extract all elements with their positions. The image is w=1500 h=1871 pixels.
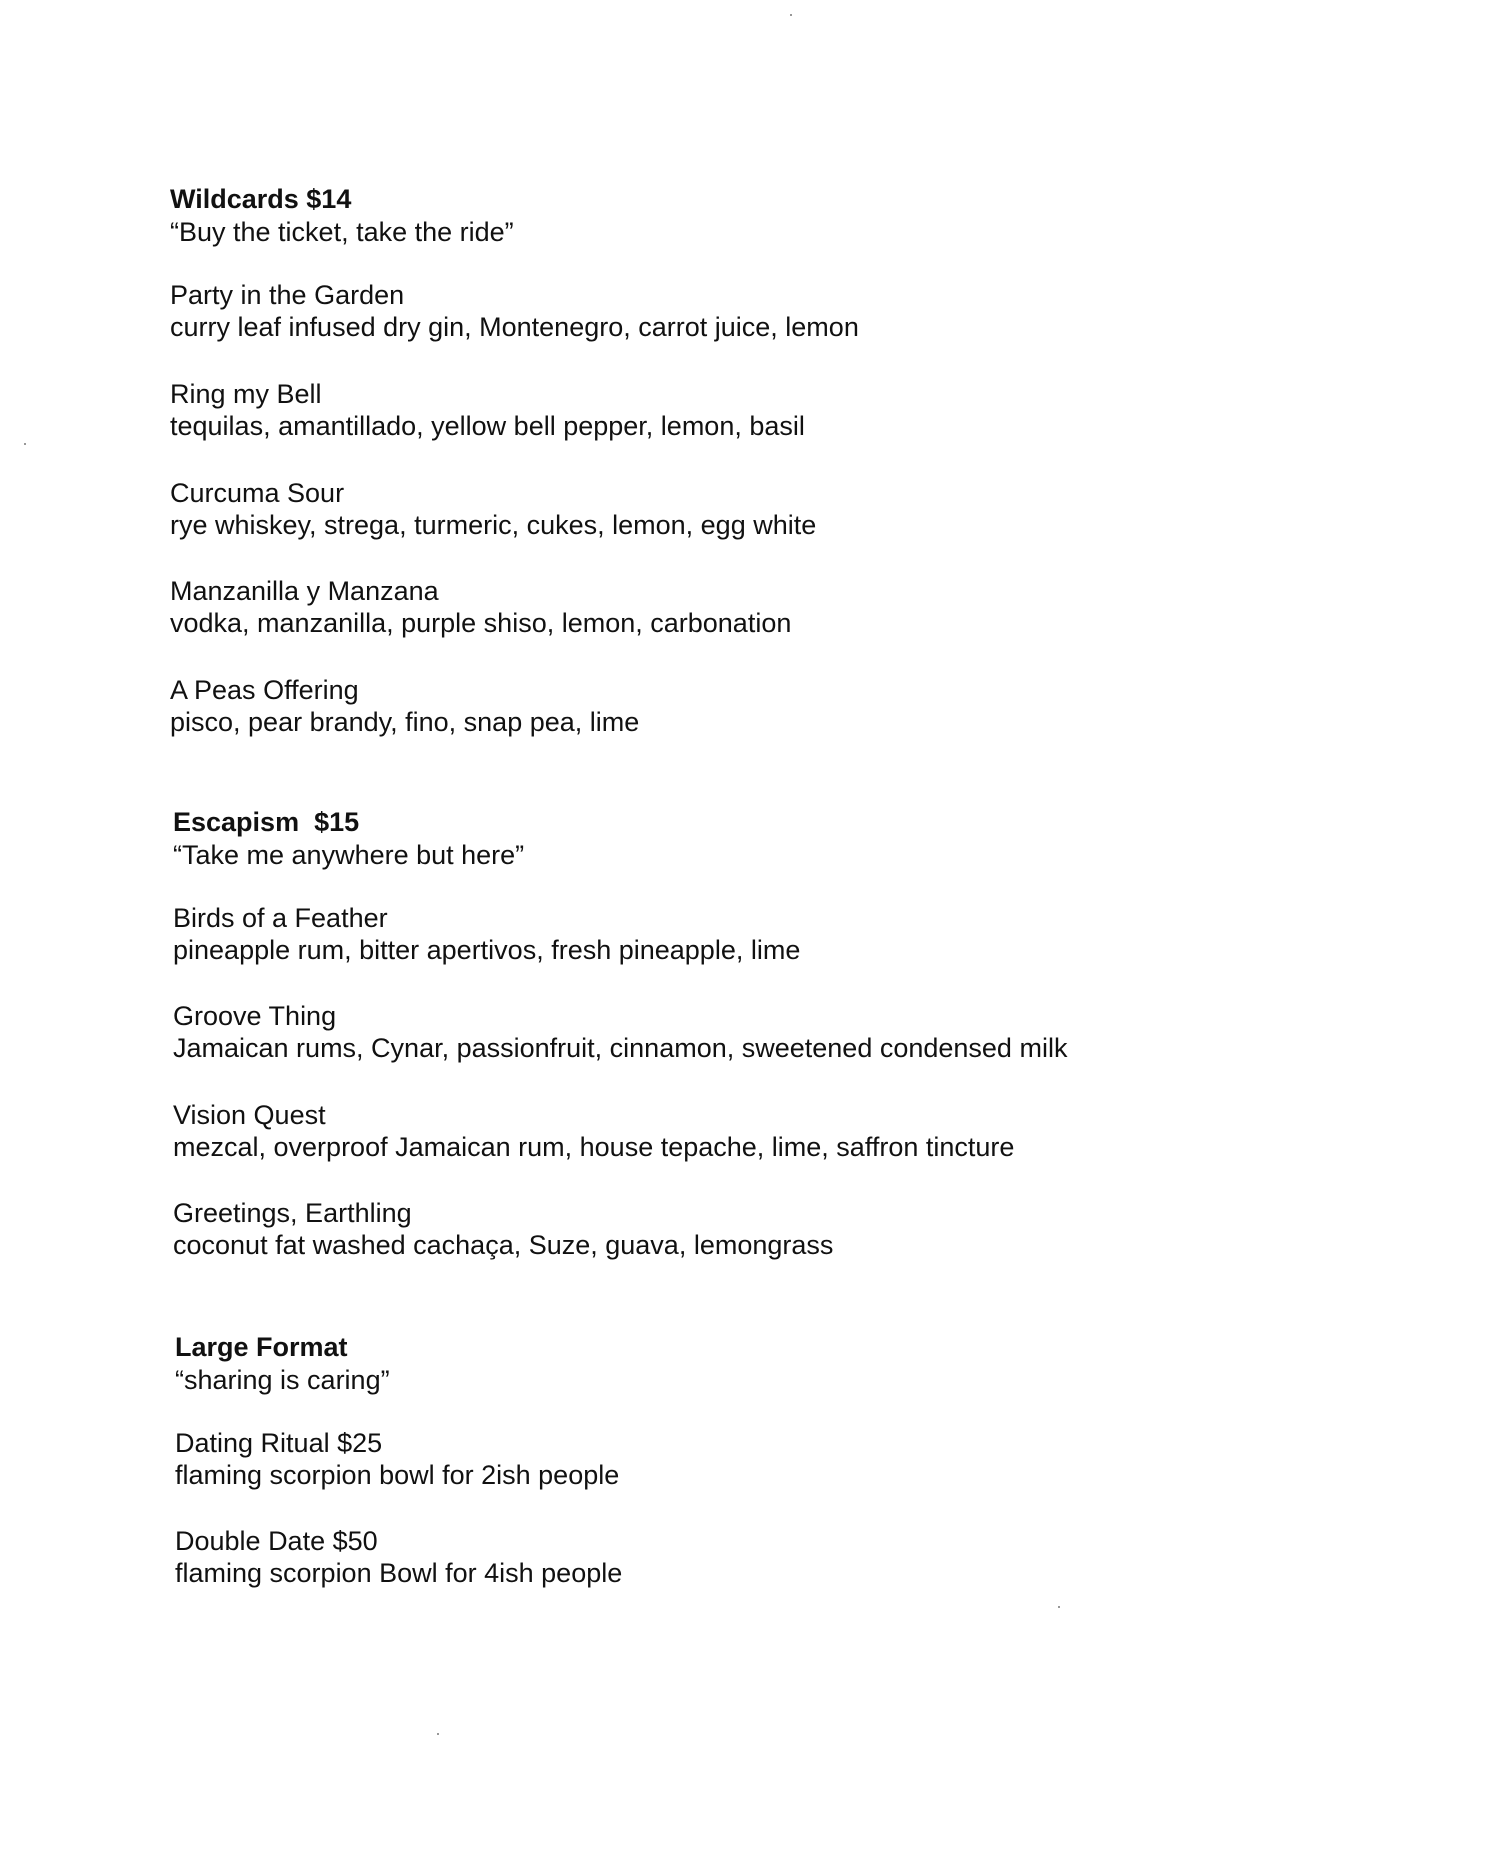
menu-item: [173, 902, 800, 966]
item-description: mezcal, overproof Jamaican rum, house tepache, lime, saffron tincture: [173, 1132, 1015, 1162]
menu-item: [170, 575, 791, 639]
section-title: Wildcards $14: [170, 184, 352, 214]
item-description: coconut fat washed cachaça, Suze, guava, lemongrass: [173, 1230, 834, 1260]
item-name: Curcuma Sour: [170, 478, 345, 508]
menu-item: [173, 1197, 833, 1261]
scan-speck: [1058, 1606, 1060, 1608]
section-title: Large Format: [175, 1332, 348, 1362]
item-description: Jamaican rums, Cynar, passionfruit, cinnamon, sweetened condensed milk: [173, 1033, 1068, 1063]
item-name: Dating Ritual $25: [175, 1428, 383, 1458]
item-name: Greetings, Earthling: [173, 1198, 412, 1228]
item-name: Vision Quest: [173, 1100, 326, 1130]
item-name: Birds of a Feather: [173, 903, 388, 933]
section-tagline: “Buy the ticket, take the ride”: [170, 217, 514, 247]
menu-item: [175, 1525, 622, 1589]
item-name: A Peas Offering: [170, 675, 359, 705]
menu-item: [170, 477, 816, 541]
section-wildcards: [170, 182, 1370, 737]
section-escapism: [173, 805, 1373, 1260]
menu-item: [173, 1000, 1067, 1064]
menu-item: [173, 1099, 1014, 1163]
menu-item: [175, 1427, 619, 1491]
scan-speck: [24, 443, 26, 445]
section-tagline: “sharing is caring”: [175, 1365, 390, 1395]
item-name: Ring my Bell: [170, 379, 322, 409]
item-description: pisco, pear brandy, fino, snap pea, lime: [170, 707, 640, 737]
item-name: Groove Thing: [173, 1001, 337, 1031]
menu-item: [170, 674, 639, 738]
scan-speck: [790, 14, 792, 16]
item-description: rye whiskey, strega, turmeric, cukes, lemon, egg white: [170, 510, 817, 540]
item-description: flaming scorpion bowl for 2ish people: [175, 1460, 620, 1490]
item-description: tequilas, amantillado, yellow bell pepper, lemon, basil: [170, 411, 805, 441]
scan-speck: [437, 1733, 439, 1735]
menu-item: [170, 279, 859, 343]
item-description: vodka, manzanilla, purple shiso, lemon, carbonation: [170, 608, 792, 638]
menu-item: [170, 378, 805, 442]
item-name: Manzanilla y Manzana: [170, 576, 439, 606]
item-description: curry leaf infused dry gin, Montenegro, carrot juice, lemon: [170, 312, 859, 342]
item-description: pineapple rum, bitter apertivos, fresh pineapple, lime: [173, 935, 801, 965]
section-tagline: “Take me anywhere but here”: [173, 840, 525, 870]
item-description: flaming scorpion Bowl for 4ish people: [175, 1558, 623, 1588]
item-name: Party in the Garden: [170, 280, 405, 310]
item-name: Double Date $50: [175, 1526, 378, 1556]
section-title: Escapism $15: [173, 807, 360, 837]
section-large-format: [175, 1330, 1375, 1588]
